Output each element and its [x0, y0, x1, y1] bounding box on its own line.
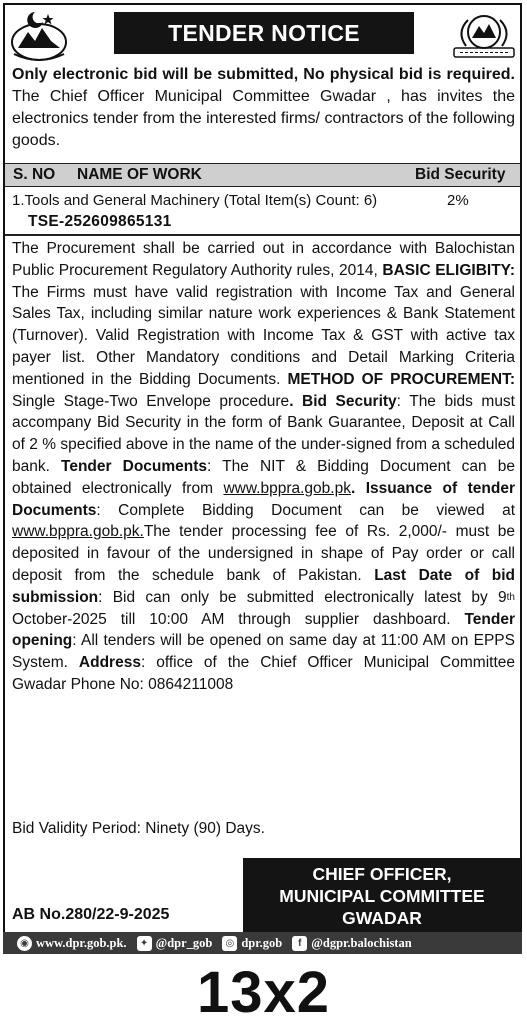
footer-web[interactable] [17, 936, 127, 951]
bppra-link[interactable]: www.bppra.gob.pk [223, 479, 351, 497]
table-header [5, 163, 520, 187]
facebook-icon: f [292, 936, 307, 951]
globe-icon: ◉ [17, 936, 32, 951]
address-label: Address [78, 654, 141, 672]
tender-opening-text: : All tenders will be opened on same day at 11:00 AM on EPPS System. [12, 632, 515, 672]
col-bid-security: Bid Security [415, 166, 506, 183]
bid-validity: Bid Validity Period: Ninety (90) Days. [12, 820, 265, 837]
address-text: : office of the Chief Officer Municipal Committee Gwadar Phone No: 0864211008 [12, 654, 515, 693]
footer-instagram[interactable] [222, 936, 282, 951]
ad-size-label: 13x2 [196, 960, 331, 1025]
bid-security-text: : The bids must accompany Bid Security in the form of Bank Guarantee, Deposit at Call of 2 % specified above in the name of the under-signed from a scheduled bank. [12, 392, 515, 475]
footer-facebook[interactable] [292, 936, 411, 951]
ad-number: AB No.280/22-9-2025 [12, 906, 170, 923]
last-date-text-2: October-2025 till 10:00 AM through supplier dashboard. [12, 610, 465, 628]
basic-eligibility-label: BASIC ELIGIBITY: [382, 261, 516, 279]
divider [5, 234, 520, 236]
col-sno: S. NO [13, 166, 56, 183]
col-name-of-work: NAME OF WORK [77, 166, 202, 183]
balochistan-emblem-icon [8, 8, 70, 63]
footer-bar [3, 932, 522, 954]
bppra-link-2[interactable]: www.bppra.gob.pk. [12, 523, 144, 541]
signature-block [243, 858, 521, 934]
table-row-item: 1.Tools and General Machinery (Total Item(s) Count: 6) [12, 192, 378, 209]
signature-line-2: MUNICIPAL COMMITTEE [279, 886, 485, 906]
table-row-security: 2% [447, 192, 469, 209]
last-date-text: : Bid can only be submitted electronically latest by 9 [98, 588, 507, 606]
footer-twitter[interactable] [137, 936, 213, 951]
intro-paragraph [12, 64, 515, 152]
instagram-icon: ◎ [222, 936, 237, 951]
date-superscript: th [506, 591, 515, 603]
issuance-label: . Issuance of tender Documents [12, 479, 515, 519]
issuance-text: : Complete Bidding Document can be viewed at [96, 501, 515, 519]
footer-twitter-text: @dpr_gob [155, 935, 213, 950]
fee-text: The tender processing fee of Rs. 2,000/- must be deposited in favour of the undersigned in shape of Pay order or call deposit from the schedule bank of Pakistan. [12, 523, 515, 584]
basic-eligibility-text: The Firms must have valid registration with Income Tax and General Sales Tax, including similar nature work experiences & Bank Statement (Turnover). Valid Registration with Income Tax & GST with active tax payer list. Other Mandatory conditions and Detail Marking Criteria mentioned in the Bidding Documents. [12, 283, 515, 388]
tender-documents-text: : The NIT & Bidding Document can be obtained electronically from [12, 457, 515, 497]
government-seal-icon [448, 8, 520, 60]
procurement-text: The Procurement shall be carried out in accordance with Balochistan Public Procurement Regulatory Authority rules, 2014, [12, 240, 515, 279]
footer-facebook-text: @dgpr.balochistan [311, 935, 412, 950]
page-title: TENDER NOTICE [114, 12, 414, 54]
signature-line-3: GWADAR [342, 908, 422, 928]
intro-text: The Chief Officer Municipal Committee Gwadar , has invites the electronics tender from the interested firms/ contractors of the following goods. [12, 88, 515, 149]
tender-code: TSE-252609865131 [28, 213, 172, 230]
method-text: Single Stage-Two Envelope procedure [12, 392, 290, 410]
intro-bold-text: Only electronic bid will be submitted, No physical bid is required. [12, 66, 515, 83]
method-label: METHOD OF PROCUREMENT: [287, 370, 515, 388]
footer-web-text: www.dpr.gob.pk. [36, 935, 127, 950]
bid-security-label: . Bid Security [289, 392, 397, 410]
tender-body [12, 238, 515, 696]
last-date-label: Last Date of bid submission [12, 566, 515, 606]
signature-line-1: CHIEF OFFICER, [312, 864, 452, 884]
tender-documents-label: Tender Documents [61, 457, 208, 475]
twitter-icon: ✦ [137, 936, 152, 951]
footer-instagram-text: dpr.gob [241, 935, 283, 950]
tender-opening-label: Tender opening [12, 610, 515, 650]
